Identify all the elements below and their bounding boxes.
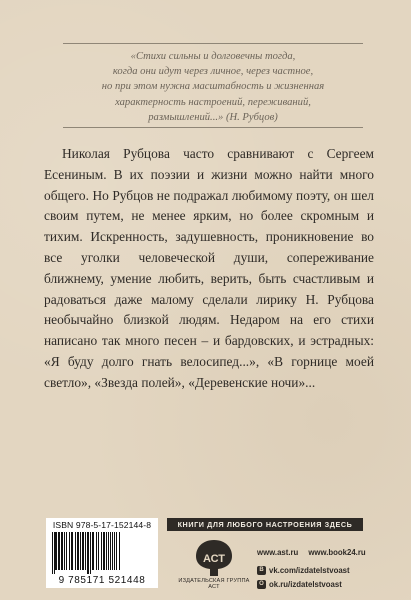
barcode-bar (116, 532, 117, 570)
epigraph-quote: «Стихи сильны и долговечны тогда, когда они идут через личное, через частное, но при этом нужна масштабность и жизненная характерность настроений, переживаний, размышлений...» (Н. Рубцов) (101, 51, 325, 123)
barcode-bar (52, 532, 53, 574)
barcode-bar (69, 532, 70, 570)
barcode-bar (61, 532, 63, 570)
barcode-bar (54, 532, 55, 574)
barcode-bar (87, 532, 89, 574)
annotation-text: Николая Рубцова часто сравнивают с Сергеем Есениным. В их поэзии и жизни можно найти много общего. Но Рубцов не подражал любимому поэту, он шел своим путем, не менее ярким, но более скромным и тихим. Искренность, задушевность, проникновение во все уголки человеческой души, сопереживание ближнему, умение любить, верить, быть счастливым и радоваться даже малому сделали лирику Н. Рубцова необычайно близкой людям. Недаром на его стихи написано так много песен – и бардовских, и эстрадных: «Я буду долго гнать велосипед...», «В горнице моей светло», «Звезда полей», «Деревенские ночи»... (44, 146, 374, 390)
barcode-bar (114, 532, 115, 570)
ok-link[interactable]: ok.ru/izdatelstvoast (269, 579, 342, 589)
barcode-bar (92, 532, 94, 570)
vk-icon: В (257, 566, 266, 575)
barcode-bar (90, 532, 91, 574)
barcode-bar (80, 532, 81, 570)
vk-link-row[interactable] (257, 564, 377, 576)
website-links-row (257, 546, 377, 558)
barcode-bar (82, 532, 84, 570)
barcode-block (46, 518, 158, 588)
barcode-bar (106, 532, 107, 570)
barcode-bar (119, 532, 120, 570)
barcode-bar (55, 532, 57, 570)
ast-website-link[interactable]: www.ast.ru (257, 547, 299, 557)
barcode-bar (66, 532, 67, 570)
barcode-bar (71, 532, 73, 570)
barcode-bar (77, 532, 79, 570)
barcode-bar (98, 532, 99, 570)
barcode-image (50, 532, 154, 574)
ok-icon: О (257, 580, 266, 589)
publisher-links (257, 546, 377, 592)
barcode-bar (110, 532, 111, 570)
barcode-bar (64, 532, 65, 570)
ok-link-row[interactable] (257, 578, 377, 590)
publisher-tagline: КНИГИ ДЛЯ ЛЮБОГО НАСТРОЕНИЯ ЗДЕСЬ (167, 518, 363, 531)
barcode-digits: 9 785171 521448 (58, 575, 146, 586)
barcode-bar (75, 532, 76, 570)
barcode-bar (103, 532, 105, 570)
barcode-bar (101, 532, 102, 570)
isbn-number: ISBN 978-5-17-152144-8 (52, 520, 152, 530)
barcode-bar (112, 532, 113, 570)
barcode-bar (96, 532, 97, 570)
book24-website-link[interactable]: www.book24.ru (308, 547, 366, 557)
vk-link[interactable]: vk.com/izdatelstvoast (269, 565, 350, 575)
barcode-bar (58, 532, 60, 570)
logo-text: АСТ (202, 553, 226, 565)
barcode-bar (85, 532, 86, 570)
publisher-caption: ИЗДАТЕЛЬСКАЯ ГРУППА АСТ (178, 578, 250, 590)
barcode-bar (108, 532, 109, 570)
